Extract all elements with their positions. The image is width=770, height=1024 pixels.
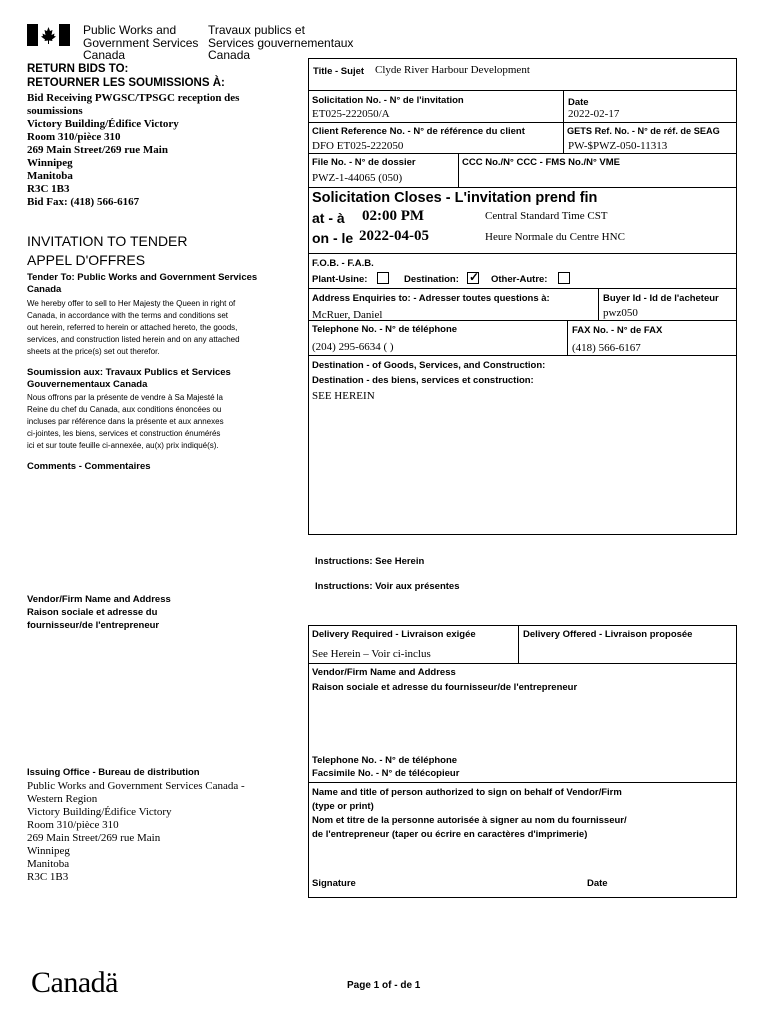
checkmark-icon: ✓: [469, 270, 480, 284]
authorized-person-line: Nom et titre de la personne autorisée à signer au nom du fournisseur/: [312, 815, 627, 826]
destination-goods-label-fr: Destination - des biens, services et construction:: [312, 375, 534, 386]
solicitation-value: ET025-222050/A: [312, 108, 390, 120]
vendor-line: fournisseur/de l'entrepreneur: [27, 620, 160, 631]
offer-line: ici et sur toute feuille ci-annexée, au(x) prix indiqué(s).: [27, 441, 219, 450]
address-line: Victory Building/Édifice Victory: [27, 806, 172, 818]
dept-fr-line: Services gouvernementaux: [208, 35, 354, 50]
tender-to: [27, 272, 257, 296]
dept-fr-line: Travaux publics et: [208, 23, 305, 37]
buyer-id-value: pwz050: [603, 307, 638, 319]
address-line: Western Region: [27, 793, 98, 805]
offer-line: incluses par référence dans la présente et aux annexes: [27, 417, 224, 426]
invitation-title-fr: APPEL D'OFFRES: [27, 252, 146, 268]
delivery-required-value: See Herein – Voir ci-inclus: [312, 648, 431, 660]
address-line: 269 Main Street/269 rue Main: [27, 832, 161, 844]
address-line: Bid Receiving PWGSC/TPSGC reception des: [27, 92, 240, 104]
enquiries-label: Address Enquiries to: - Adresser toutes questions à:: [312, 293, 550, 304]
title-value: Clyde River Harbour Development: [375, 64, 530, 76]
client-ref-value: DFO ET025-222050: [312, 140, 404, 152]
department-name-fr: [208, 24, 353, 62]
address-line: Public Works and Government Services Canada -: [27, 780, 245, 792]
offer-line: sheets at the price(s) set out therefor.: [27, 347, 160, 356]
vendor-name-label-fr: Raison sociale et adresse du fournisseur/de l'entrepreneur: [312, 682, 578, 693]
fax-value: (418) 566-6167: [572, 342, 641, 354]
dept-en-line: Government Services: [83, 35, 199, 50]
plant-usine-checkbox[interactable]: [377, 272, 389, 284]
signature-date-label: Date: [587, 878, 608, 889]
dept-en-line: Public Works and: [83, 23, 177, 37]
tender-to-line: Canada: [27, 284, 62, 295]
department-name-en: [83, 24, 198, 62]
file-label: File No. - N° de dossier: [312, 157, 416, 168]
return-bids-heading: [27, 62, 225, 90]
tender-to-line: Tender To: Public Works and Government Services: [27, 272, 258, 283]
delivery-offered-label: Delivery Offered - Livraison proposée: [523, 629, 693, 640]
fob-label: F.O.B. - F.A.B.: [312, 258, 374, 269]
enquiries-value: McRuer, Daniel: [312, 309, 383, 321]
offer-line: out herein, referred to herein or attached hereto, the goods,: [27, 323, 238, 332]
address-line: Victory Building/Édifice Victory: [27, 118, 179, 130]
vendor-facsimile-label: Facsimile No. - N° de télécopieur: [312, 768, 460, 779]
offer-line: Canada, in accordance with the terms and conditions set: [27, 311, 229, 320]
address-line: Manitoba: [27, 170, 73, 182]
issuing-office-address: [27, 780, 245, 884]
telephone-label: Telephone No. - N° de téléphone: [312, 324, 458, 335]
address-line: soumissions: [27, 105, 83, 117]
other-autre-checkbox[interactable]: [558, 272, 570, 284]
soumission-line: Soumission aux: Travaux Publics et Services: [27, 367, 231, 378]
canada-flag-icon: [27, 24, 70, 46]
invitation-heading: [27, 232, 188, 270]
address-line: R3C 1B3: [27, 183, 70, 195]
gets-label: GETS Ref. No. - N° de réf. de SEAG: [567, 126, 720, 136]
vendor-name-label: Vendor/Firm Name and Address: [312, 667, 456, 678]
address-line: Winnipeg: [27, 157, 73, 169]
offer-line: Nous offrons par la présente de vendre à Sa Majesté la: [27, 393, 223, 402]
authorized-person-label: [312, 786, 627, 842]
issuing-office-label: Issuing Office - Bureau de distribution: [27, 767, 200, 778]
timezone-fr: Heure Normale du Centre HNC: [485, 231, 625, 243]
telephone-value: (204) 295-6634 ( ): [312, 341, 394, 353]
destination-checkbox[interactable]: [467, 272, 479, 284]
other-autre-label: Other-Autre:: [491, 274, 548, 285]
comments-label: Comments - Commentaires: [27, 461, 151, 472]
vendor-label-left: [27, 593, 171, 632]
page-number: Page 1 of - de 1: [347, 980, 421, 991]
solicitation-label: Solicitation No. - N° de l'invitation: [312, 95, 464, 106]
address-line: Room 310/pièce 310: [27, 131, 121, 143]
vendor-line: Raison sociale et adresse du: [27, 607, 158, 618]
return-bids-title-fr: RETOURNER LES SOUMISSIONS À:: [27, 77, 225, 89]
offer-line: We hereby offer to sell to Her Majesty the Queen in right of: [27, 299, 236, 308]
date-label: Date: [568, 97, 589, 108]
address-line: R3C 1B3: [27, 871, 69, 883]
closing-date: 2022-04-05: [359, 228, 429, 244]
client-ref-label: Client Reference No. - N° de référence du client: [312, 126, 525, 137]
address-line: Winnipeg: [27, 845, 70, 857]
return-bids-title-en: RETURN BIDS TO:: [27, 63, 129, 75]
bid-fax: Bid Fax: (418) 566-6167: [27, 196, 140, 208]
closes-title: Solicitation Closes - L'invitation prend fin: [312, 190, 598, 206]
ccc-label: CCC No./N° CCC - FMS No./N° VME: [462, 157, 621, 168]
authorized-person-line: Name and title of person authorized to sign on behalf of Vendor/Firm: [312, 787, 622, 798]
authorized-person-line: (type or print): [312, 801, 374, 812]
instructions-en: Instructions: See Herein: [315, 556, 425, 567]
fax-label: FAX No. - N° de FAX: [572, 325, 663, 336]
dept-fr-line: Canada: [208, 48, 251, 62]
destination-goods-value: SEE HEREIN: [312, 390, 375, 402]
soumission-aux: [27, 367, 231, 391]
destination-goods-label-en: Destination - of Goods, Services, and Construction:: [312, 360, 546, 371]
buyer-id-label: Buyer Id - Id de l'acheteur: [603, 293, 719, 304]
address-line: Manitoba: [27, 858, 70, 870]
title-label: Title - Sujet: [313, 66, 365, 77]
address-line: Room 310/pièce 310: [27, 819, 119, 831]
offer-line: Reine du chef du Canada, aux conditions énoncées ou: [27, 405, 222, 414]
timezone-en: Central Standard Time CST: [485, 210, 608, 222]
offer-line: services, and construction listed herein and on any attached: [27, 335, 240, 344]
closing-time: 02:00 PM: [362, 208, 425, 224]
invitation-title-en: INVITATION TO TENDER: [27, 233, 188, 249]
dept-en-line: Canada: [83, 48, 126, 62]
address-line: 269 Main Street/269 rue Main: [27, 144, 168, 156]
vendor-telephone-label: Telephone No. - N° de téléphone: [312, 755, 458, 766]
instructions-fr: Instructions: Voir aux présentes: [315, 581, 460, 592]
authorized-person-line: de l'entrepreneur (taper ou écrire en caractères d'imprimerie): [312, 829, 588, 840]
offer-text-en: [27, 298, 240, 358]
plant-usine-label: Plant-Usine:: [312, 274, 368, 285]
canada-wordmark-logo: Canadä: [31, 966, 118, 999]
destination-label: Destination:: [404, 274, 459, 285]
at-label: at - à: [312, 210, 345, 226]
offer-text-fr: [27, 392, 224, 452]
gets-value: PW-$PWZ-050-11313: [568, 140, 668, 152]
return-address: [27, 92, 239, 209]
date-value: 2022-02-17: [568, 108, 620, 120]
soumission-line: Gouvernementaux Canada: [27, 379, 148, 390]
delivery-required-label: Delivery Required - Livraison exigée: [312, 629, 476, 640]
file-value: PWZ-1-44065 (050): [312, 172, 403, 184]
vendor-line: Vendor/Firm Name and Address: [27, 594, 171, 605]
signature-label: Signature: [312, 878, 356, 889]
on-label: on - le: [312, 230, 354, 246]
offer-line: ci-jointes, les biens, services et construction énumérés: [27, 429, 221, 438]
